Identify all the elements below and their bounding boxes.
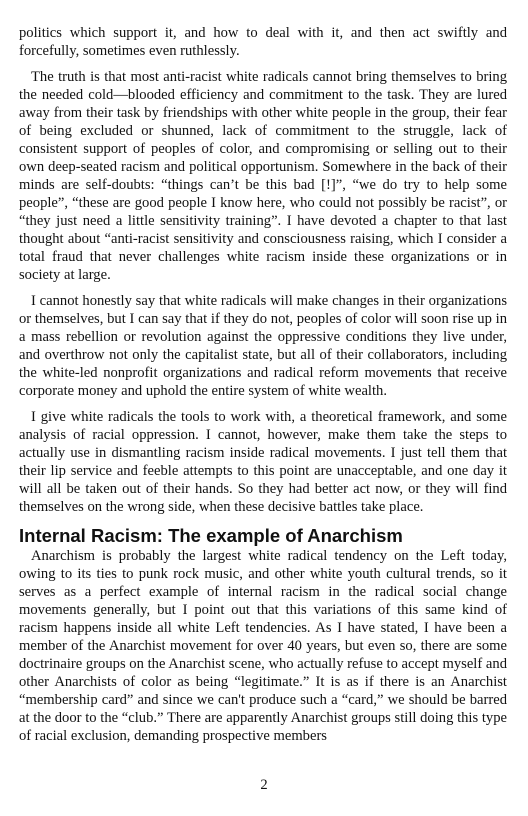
paragraph-honestly: I cannot honestly say that white radicals will make changes in their organizations or themselves, but I can say that if they do not, peoples of color will soon rise up in a mass rebellion or revolution against the oppressive conditions they live under, and overthrow not only the capitalist state, but all of their collaborators, including the white-led nonprofit organizations and radical reform movements that receive corporate money and uphold the entire system of white wealth. bbox=[19, 293, 507, 399]
paragraph-anarchism: Anarchism is probably the largest white radical tendency on the Left today, owing to its ties to punk rock music, and other white youth cultural trends, so it serves as a perfect example of internal racism in the radical social change movements generally, but I point out that this variations of this same kind of racism happens inside all white Left tendencies. As I have stated, I have been a member of the Anarchist movement for over 40 years, but even so, there are some doctrinaire groups on the Anarchist scene, who actually refuse to accept myself and other Anarchists of color as being “legitimate.” It is as if there is an Anarchist “membership card” and since we can't produce such a “card,” we should be barred at the door to the “club.” There are apparently Anarchist groups still doing this type of racial exclusion, demanding prospective members bbox=[19, 548, 507, 744]
page-body bbox=[19, 24, 507, 753]
page-number: 2 bbox=[260, 777, 268, 793]
section-heading: Internal Racism: The example of Anarchism bbox=[19, 525, 403, 546]
paragraph-tools: I give white radicals the tools to work with, a theoretical framework, and some analysis of racial oppression. I cannot, however, make them take the steps to actually use in dismantling racism inside radical movements. I just tell them that their lip service and feeble attempts to this point are unacceptable, and one day it will all be taken out of their hands. So they had better act now, or they will find themselves on the wrong side, when these decisive battles take place. bbox=[19, 409, 507, 515]
paragraph-continued: politics which support it, and how to deal with it, and then act swiftly and forcefully, sometimes even ruthlessly. bbox=[19, 25, 507, 59]
paragraph-truth: The truth is that most anti-racist white radicals cannot bring themselves to bring the needed cold—blooded efficiency and commitment to the task. They are lured away from their task by friendships with other white people in the group, their fear of being excluded or shunned, lack of commitment to the struggle, lack of consistent support of peoples of color, and compromising or selling out to their own deep-seated racism and political opportunism. Somewhere in the back of their minds are self-doubts: “things can’t be this bad [!]”, “we do try to help some people”, “these are good people I know here, who could not possibly be racist”, or “they just need a little sensitivity training”. I have devoted a chapter to that last thought about “anti-racist sensitivity and consciousness raising, which I consider a total fraud that never challenges white racism inside these organizations or in society at large. bbox=[19, 69, 507, 283]
